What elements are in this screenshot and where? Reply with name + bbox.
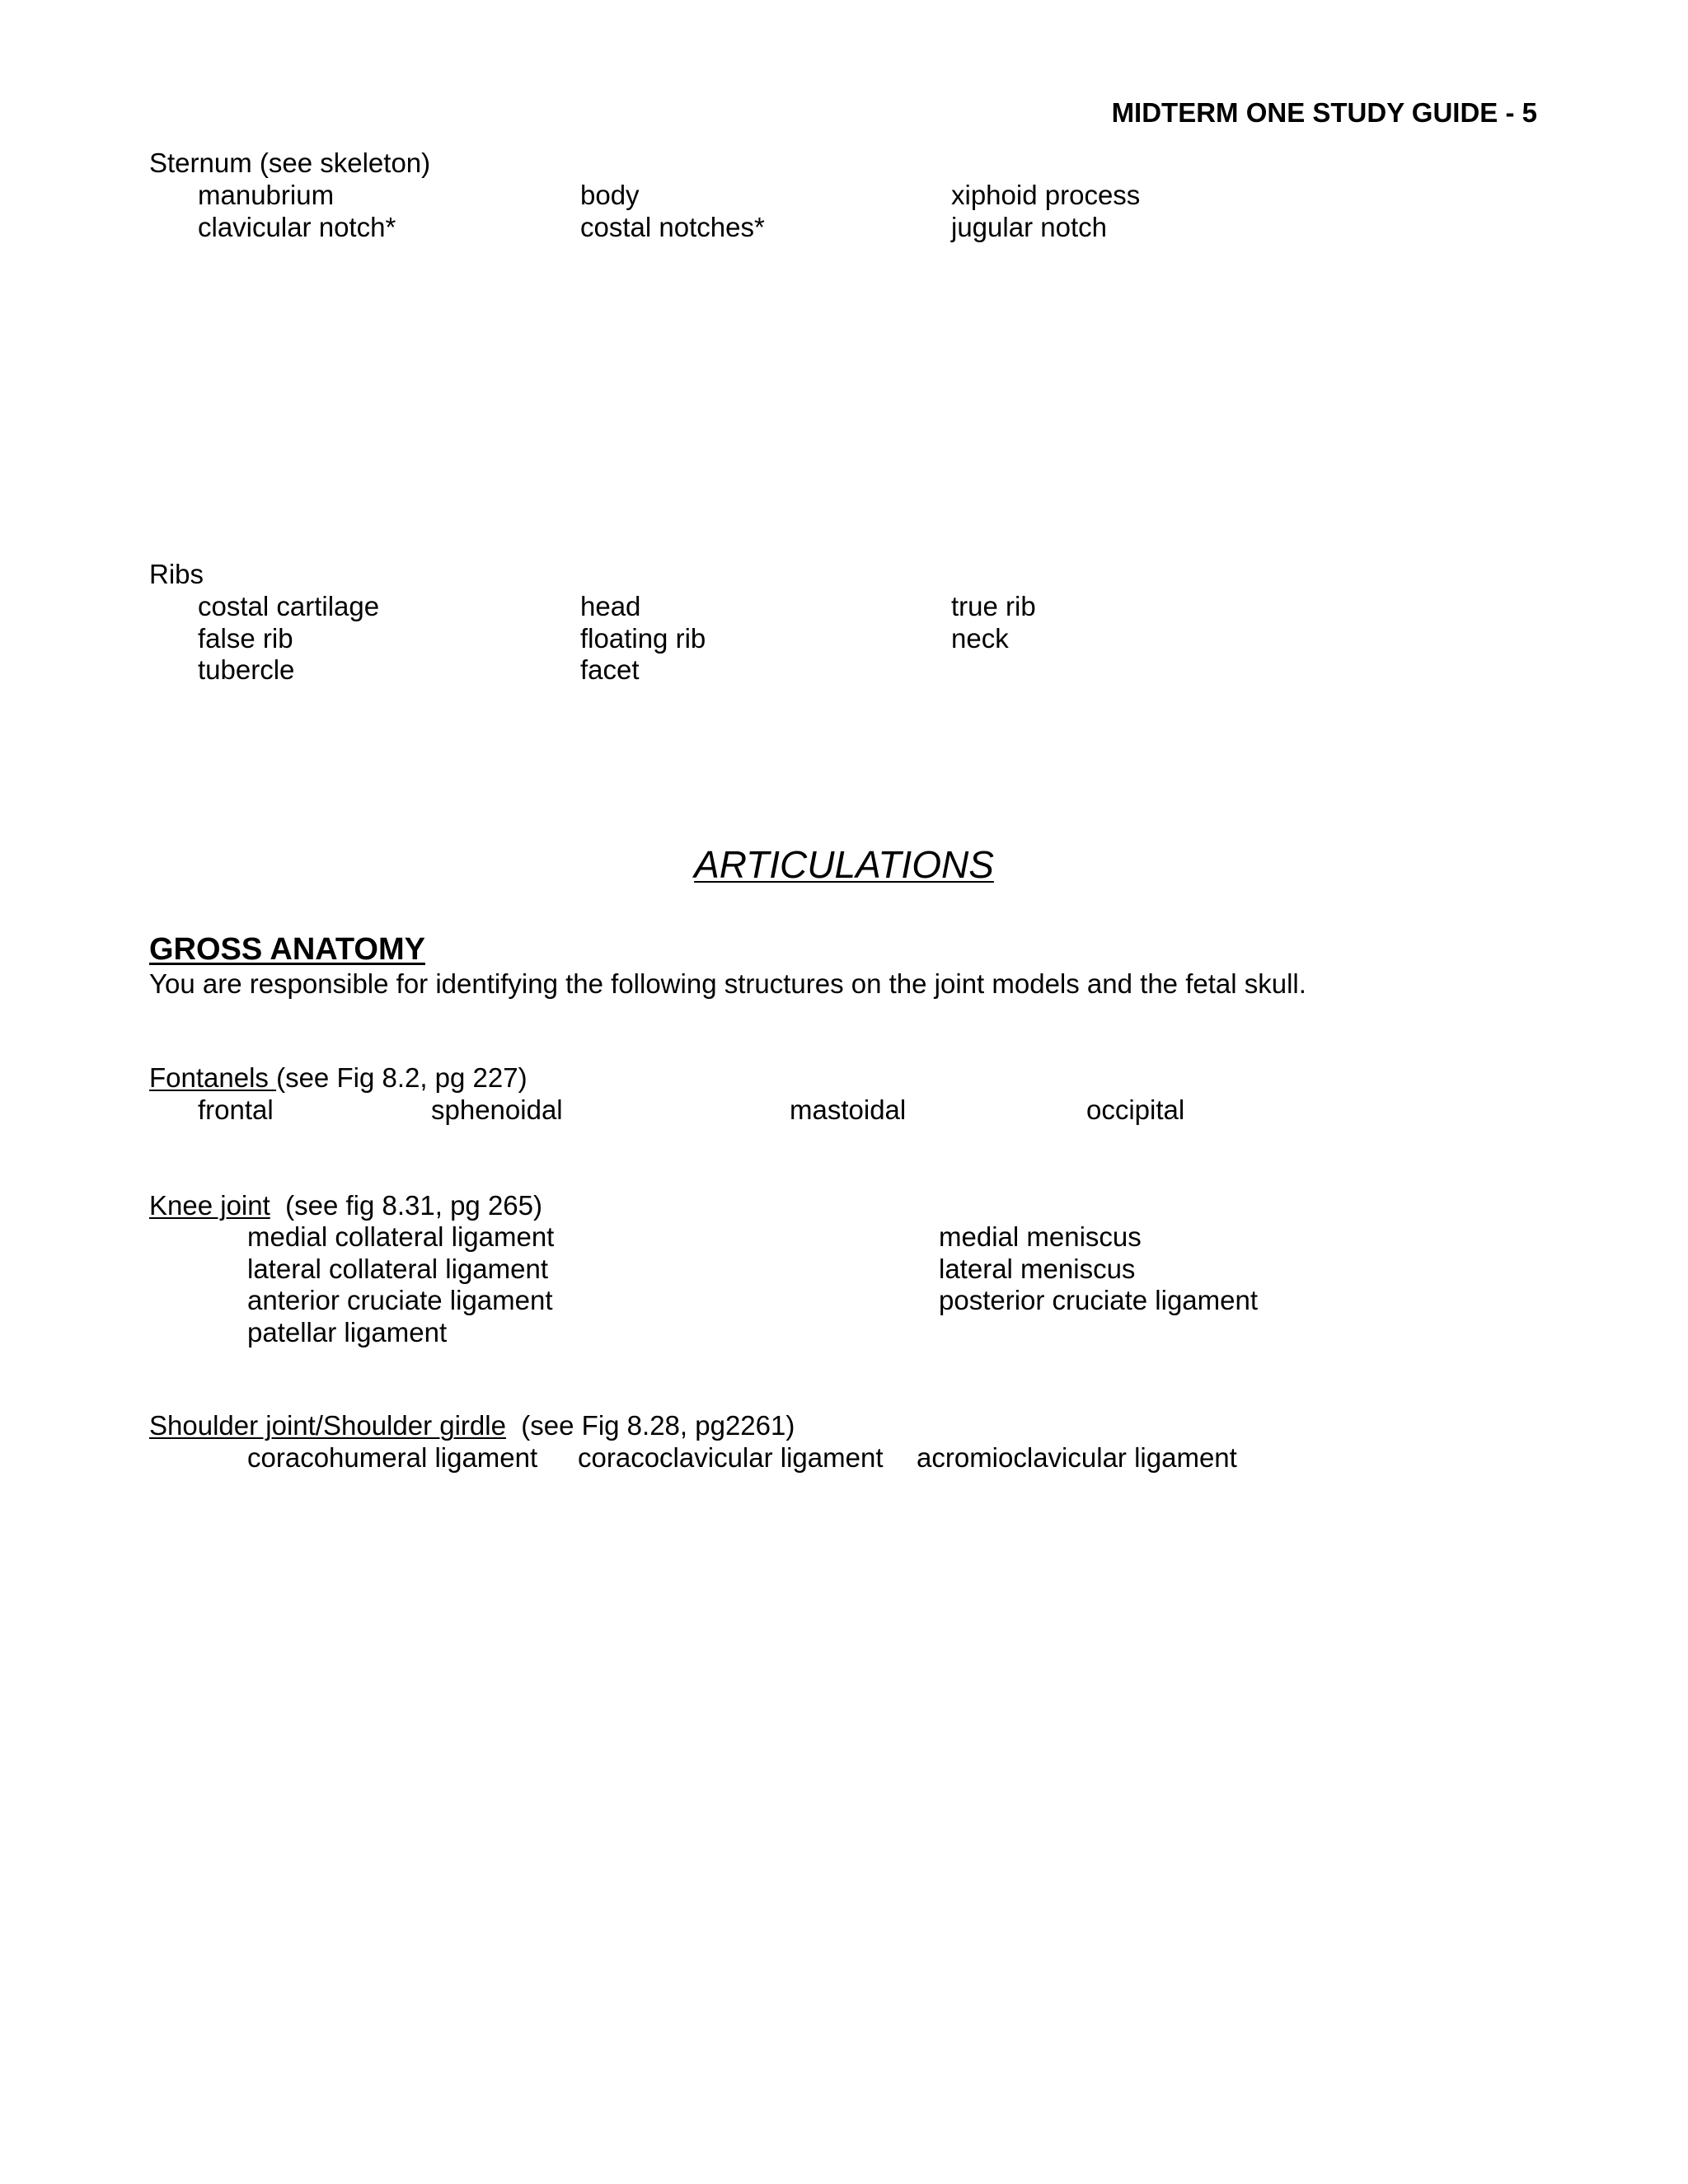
knee-item: medial meniscus xyxy=(939,1221,1142,1252)
knee-item: posterior cruciate ligament xyxy=(939,1285,1259,1315)
knee-item: anterior cruciate ligament xyxy=(247,1285,553,1315)
sternum-item: clavicular notch* xyxy=(198,212,396,242)
shoulder-item: coracoclavicular ligament xyxy=(578,1442,884,1473)
fontanel-item: occipital xyxy=(1086,1094,1185,1125)
sternum-item: manubrium xyxy=(198,180,335,210)
shoulder-heading-label: Shoulder joint/Shoulder girdle xyxy=(149,1410,506,1441)
ribs-item: neck xyxy=(951,623,1009,654)
sternum-item: xiphoid process xyxy=(951,180,1141,210)
knee-item: patellar ligament xyxy=(247,1317,448,1347)
fontanel-item: mastoidal xyxy=(790,1094,907,1125)
sternum-item: jugular notch xyxy=(951,212,1107,242)
fontanel-item: sphenoidal xyxy=(431,1094,563,1125)
shoulder-heading xyxy=(149,1410,795,1441)
shoulder-item: coracohumeral ligament xyxy=(247,1442,538,1473)
ribs-item: true rib xyxy=(951,591,1036,621)
knee-heading xyxy=(149,1190,542,1221)
ribs-item: costal cartilage xyxy=(198,591,380,621)
sternum-item: body xyxy=(580,180,640,210)
ribs-item: floating rib xyxy=(580,623,706,654)
page-header: MIDTERM ONE STUDY GUIDE - 5 xyxy=(1111,97,1537,128)
knee-heading-ref: (see fig 8.31, pg 265) xyxy=(285,1190,542,1221)
knee-item: lateral meniscus xyxy=(939,1254,1136,1284)
gross-anatomy-intro: You are responsible for identifying the following structures on the joint models and the fetal skull. xyxy=(149,968,1306,999)
ribs-item: facet xyxy=(580,654,640,685)
knee-heading-label: Knee joint xyxy=(149,1190,270,1221)
fontanels-heading xyxy=(149,1062,528,1094)
ribs-item: false rib xyxy=(198,623,293,654)
gross-anatomy-heading: GROSS ANATOMY xyxy=(149,932,425,967)
ribs-heading: Ribs xyxy=(149,559,204,589)
articulations-title: ARTICULATIONS xyxy=(694,843,994,886)
knee-item: lateral collateral ligament xyxy=(247,1254,549,1284)
sternum-item: costal notches* xyxy=(580,212,765,242)
fontanels-heading-ref: (see Fig 8.2, pg 227) xyxy=(276,1062,528,1093)
ribs-item: head xyxy=(580,591,641,621)
shoulder-heading-ref: (see Fig 8.28, pg2261) xyxy=(521,1410,795,1441)
knee-item: medial collateral ligament xyxy=(247,1221,555,1252)
fontanels-heading-label: Fontanels xyxy=(149,1062,277,1093)
fontanel-item: frontal xyxy=(198,1094,274,1125)
sternum-heading: Sternum (see skeleton) xyxy=(149,148,431,178)
ribs-item: tubercle xyxy=(198,654,295,685)
shoulder-item: acromioclavicular ligament xyxy=(917,1442,1237,1473)
